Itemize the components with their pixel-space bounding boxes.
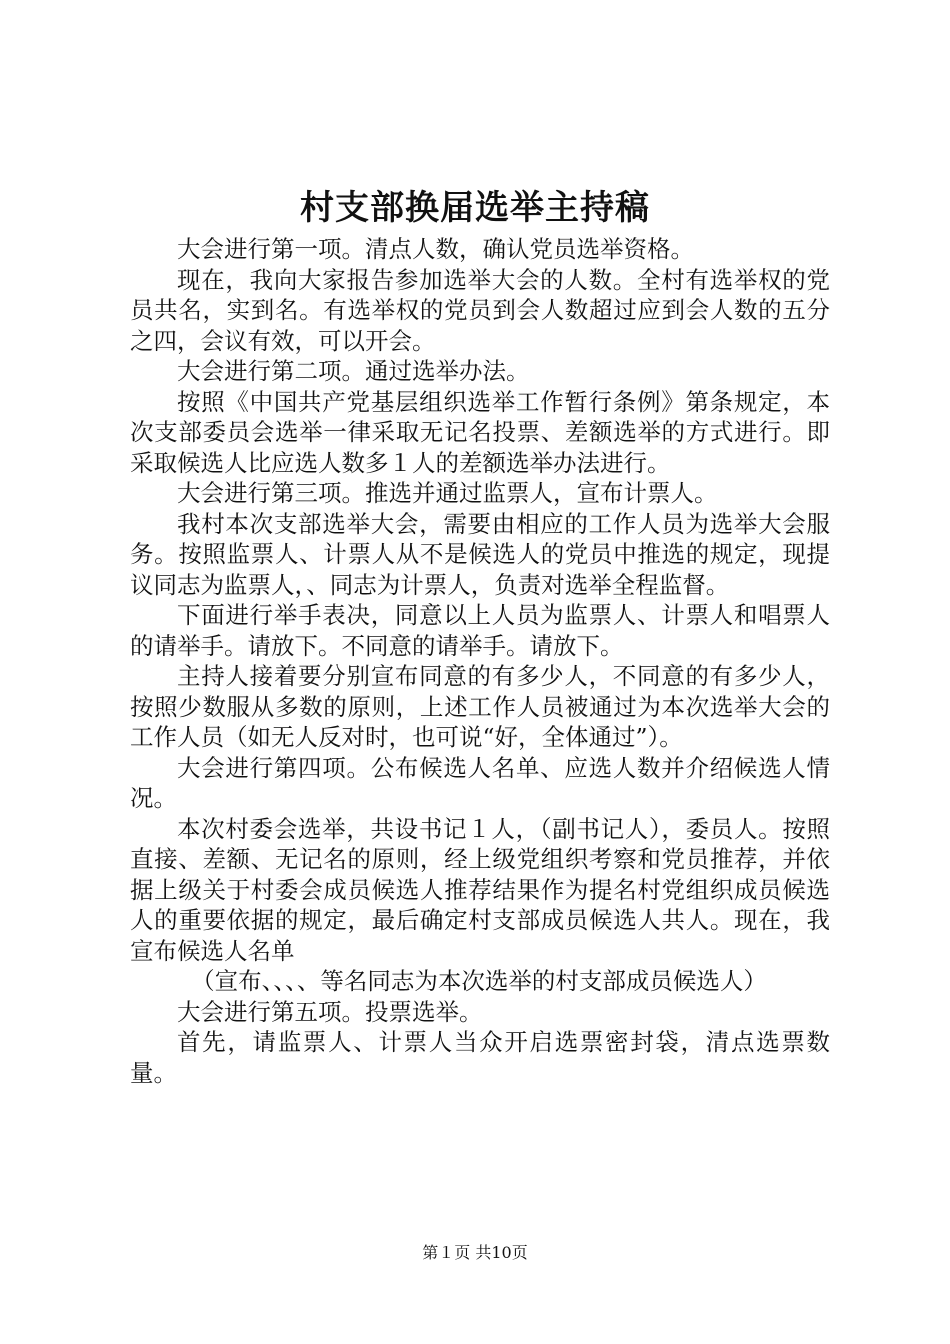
- paragraph: 大会进行第四项。公布候选人名单、应选人数并介绍候选人情况。: [130, 753, 830, 812]
- paragraph: 大会进行第一项。清点人数，确认党员选举资格。: [177, 235, 694, 263]
- paragraph: （宣布、、、、等名同志为本次选举的村支部成员候选人）: [191, 967, 767, 995]
- paragraph: 下面进行举手表决，同意以上人员为监票人、计票人和唱票人的请举手。请放下。不同意的请举手。请放下。: [130, 601, 830, 660]
- paragraph: 大会进行第二项。通过选举办法。: [177, 357, 530, 385]
- page-number: 第１页 共10页: [422, 1243, 528, 1262]
- paragraph: 大会进行第五项。投票选举。: [177, 997, 483, 1026]
- document-body: [130, 234, 830, 1088]
- document-title: 村支部换届选举主持稿: [300, 188, 650, 228]
- paragraph: 大会进行第三项。推选并通过监票人，宣布计票人。: [177, 479, 718, 507]
- paragraph: 本次村委会选举，共设书记１人，（副书记人），委员人。按照直接、差额、无记名的原则，经上级党组织考察和党员推荐，并依据上级关于村委会成员候选人推荐结果作为提名村党组织成员候选人的重要依据的规定，最后确定村支部成员候选人共人。现在，我宣布候选人名单: [130, 814, 830, 965]
- paragraph: 我村本次支部选举大会，需要由相应的工作人员为选举大会服务。按照监票人、计票人从不是候选人的党员中推选的规定，现提议同志为监票人，、同志为计票人，负责对选举全程监督。: [130, 509, 830, 599]
- paragraph: 主持人接着要分别宣布同意的有多少人，不同意的有多少人，按照少数服从多数的原则，上述工作人员被通过为本次选举大会的工作人员（如无人反对时，也可说“好，全体通过”）。: [130, 662, 830, 751]
- paragraph: 现在，我向大家报告参加选举大会的人数。全村有选举权的党员共名，实到名。有选举权的党员到会人数超过应到会人数的五分之四，会议有效，可以开会。: [130, 265, 830, 355]
- paragraph: 按照《中国共产党基层组织选举工作暂行条例》第条规定，本次支部委员会选举一律采取无记名投票、差额选举的方式进行。即采取候选人比应选人数多１人的差额选举办法进行。: [130, 387, 830, 477]
- paragraph: 首先，请监票人、计票人当众开启选票密封袋，清点选票数量。: [130, 1028, 830, 1087]
